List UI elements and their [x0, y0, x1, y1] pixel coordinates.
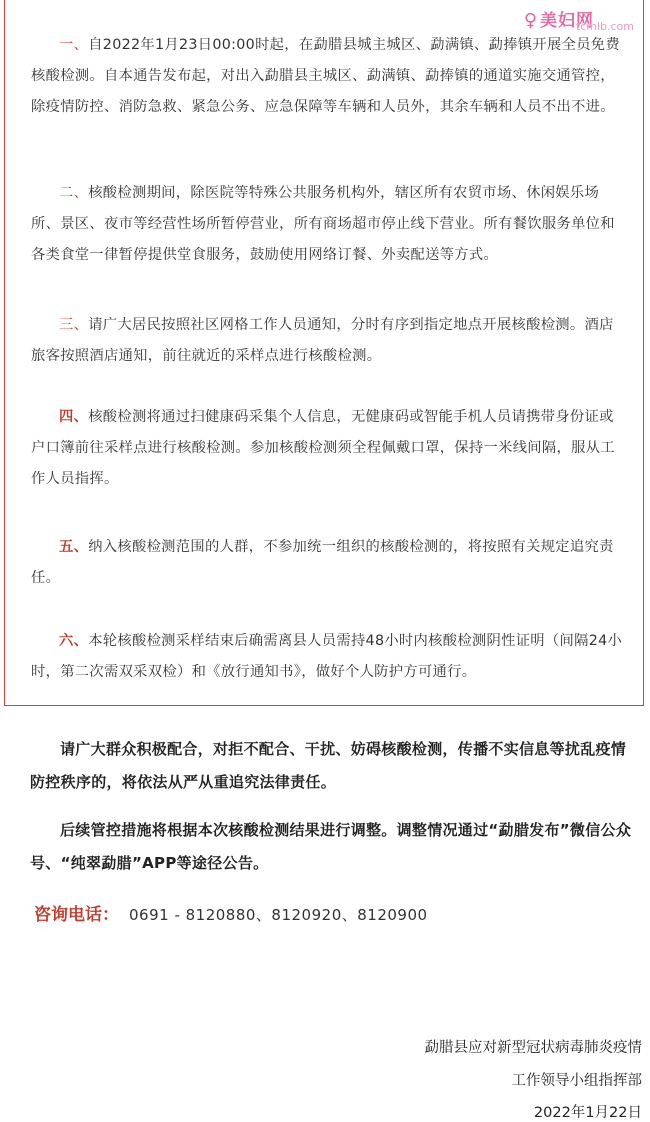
- item-number: 三、: [59, 317, 89, 333]
- followup-paragraph: 后续管控措施将根据本次核酸检测结果进行调整。调整情况通过“勐腊发布”微信公众号、“纯翠勐腊”APP等途径公告。: [30, 821, 632, 872]
- item-number: 六、: [59, 633, 89, 649]
- item-text: 自2022年1月23日00:00时起，在勐腊县城主城区、勐满镇、勐捧镇开展全员免费核酸检测。自本通告发布起，对出入勐腊县主城区、勐满镇、勐捧镇的通道实施交通管控，除疫情防控、消防急救、紧急公务、应急保障等车辆和人员外，其余车辆和人员不出不进。: [31, 37, 620, 115]
- hotline-label: 咨询电话：: [34, 905, 119, 925]
- notice-item-4: [31, 402, 627, 495]
- consult-hotline: [34, 900, 428, 930]
- appeal-paragraph: 请广大群众积极配合，对拒不配合、干扰、妨碍核酸检测，传播不实信息等扰乱疫情防控秩序的，将依法从严从重追究法律责任。: [30, 740, 627, 791]
- item-text: 本轮核酸检测采样结束后确需离县人员需持48小时内核酸检测阴性证明（间隔24小时，第二次需双采双检）和《放行通知书》，做好个人防护方可通行。: [31, 633, 623, 680]
- item-number: 四、: [59, 409, 89, 425]
- female-symbol-icon: ♀: [523, 10, 538, 31]
- item-text: 核酸检测将通过扫健康码采集个人信息，无健康码或智能手机人员请携带身份证或户口簿前往采样点进行核酸检测。参加核酸检测须全程佩戴口罩，保持一米线间隔，服从工作人员指挥。: [31, 409, 615, 487]
- signature-dept: 工作领导小组指挥部: [511, 1073, 642, 1089]
- notice-item-1: [31, 30, 627, 123]
- item-text: 纳入核酸检测范围的人群，不参加统一组织的核酸检测的，将按照有关规定追究责任。: [31, 539, 614, 586]
- notice-item-6: [31, 626, 627, 688]
- notice-item-3: [31, 310, 627, 372]
- watermark-brand: 美妇网: [540, 11, 594, 31]
- item-number: 二、: [59, 185, 89, 201]
- hotline-numbers[interactable]: 0691 - 8120880、8120920、8120900: [129, 906, 428, 924]
- notice-item-5: [31, 532, 627, 594]
- watermark-domain: tcmlb.com: [575, 20, 634, 33]
- item-number: 五、: [59, 539, 89, 555]
- notice-item-2: [31, 178, 627, 271]
- item-text: 核酸检测期间，除医院等特殊公共服务机构外，辖区所有农贸市场、休闲娱乐场所、景区、夜市等经营性场所暂停营业，所有商场超市停止线下营业。所有餐饮服务单位和各类食堂一律暂停提供堂食服务，鼓励使用网络订餐、外卖配送等方式。: [31, 185, 615, 263]
- signature-org: 勐腊县应对新型冠状病毒肺炎疫情: [424, 1040, 642, 1056]
- signature-date: 2022年1月22日: [533, 1105, 642, 1121]
- site-watermark-logo: [523, 6, 634, 33]
- item-number: 一、: [59, 37, 89, 53]
- item-text: 请广大居民按照社区网格工作人员通知，分时有序到指定地点开展核酸检测。酒店旅客按照酒店通知，前往就近的采样点进行核酸检测。: [31, 317, 614, 364]
